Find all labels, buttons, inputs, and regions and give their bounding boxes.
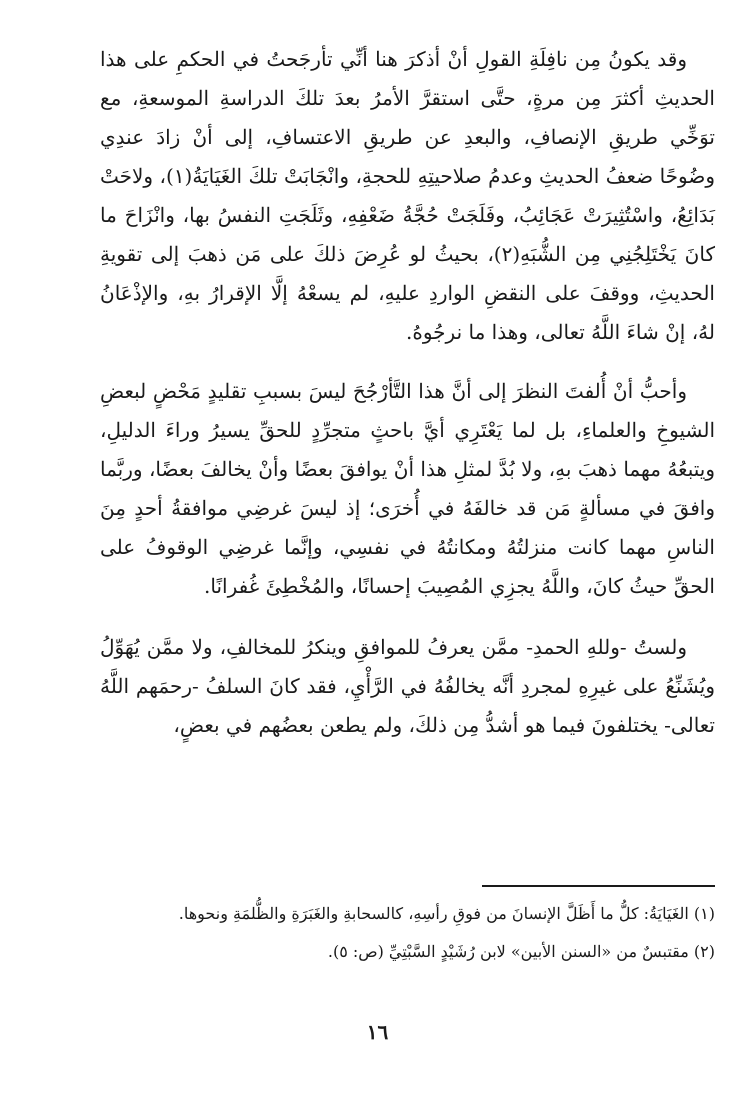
page-number: ١٦ [366, 1020, 389, 1044]
footnote-divider [482, 885, 715, 887]
paragraph-3: ولستُ -وللهِ الحمدِ- ممَّن يعرفُ للموافقِ وينكرُ للمخالفِ، ولا ممَّن يُهَوِّلُ ويُشَنِّعُ على غيرِهِ لمجردِ أنَّه يخالفُهُ في الرَّأْيِ، فقد كانَ السلفُ -رحمَهم اللَّهُ تعالى- يختلفونَ فيما هو أشدُّ مِن ذلكَ، ولم يطعن بعضُهم في بعضٍ، [100, 635, 715, 737]
footnotes [100, 898, 715, 974]
footnote-2: (٢) مقتبسٌ من «السنن الأبين» لابن رُشَيْدٍ السَّبْتِيِّ (ص: ٥). [327, 942, 715, 961]
paragraph-1: وقد يكونُ مِن نافِلَةِ القولِ أنْ أذكرَ هنا أنِّي تأرجَحتُ في الحكمِ على هذا الحديثِ أكثرَ مِن مرةٍ، حتَّى استقرَّ الأمرُ بعدَ تلكَ الدراسةِ الموسعةِ، مع توَخِّي طريقِ الإنصافِ، والبعدِ عن طريقِ الاعتسافِ، إلى أنْ زادَ عندِي وضُوحًا ضعفُ الحديثِ وعدمُ صلاحيتِهِ للحجةِ، وانْجَابَتْ تلكَ الغَيَايَةُ(١)، ولاحَتْ بَدَائِعُ، واسْتُثِيرَتْ عَجَائِبُ، وفَلَجَتْ حُجَّةُ ضَعْفِهِ، وثَلَجَتِ النفسُ بها، وانْزَاحَ ما كانَ يَخْتَلِجُنِي مِن الشُّبَهِ(٢)، بحيثُ لو عُرِضَ ذلكَ على مَن ذهبَ إلى تقويةِ الحديثِ، ووقفَ على النقضِ الواردِ عليهِ، لم يسعْهُ إلَّا الإقرارُ بهِ، والإذْعَانُ لهُ، إنْ شاءَ اللَّهُ تعالى، وهذا ما نرجُوهُ. [100, 47, 715, 344]
main-text [100, 40, 715, 767]
footnote-1: (١) الغَيَايَةُ: كلُّ ما أَظَلَّ الإنسانَ من فوقِ رأسِهِ، كالسحابةِ والغَبَرَةِ والظُّلمَةِ ونحوها. [178, 904, 715, 923]
paragraph-2: وأحبُّ أنْ أُلفتَ النظرَ إلى أنَّ هذا التَّأرْجُحَ ليسَ بسببِ تقليدٍ مَحْضٍ لبعضِ الشيوخِ والعلماءِ، بل لما يَعْتَرِي أيَّ باحثٍ متجرِّدٍ للحقِّ يسيرُ وراءَ الدليلِ، ويتبعُهُ مهما ذهبَ بهِ، ولا بُدَّ لمثلِ هذا أنْ يوافقَ بعضًا وأنْ يخالفَ بعضًا، وربَّما وافقَ في مسألةٍ مَن قد خالفَهُ في أُخرَى؛ إذ ليسَ غرضِي موافقةُ أحدٍ مِنَ الناسِ مهما كانت منزلتُهُ ومكانتُهُ في نفسِي، وإنَّما غرضِي الوقوفُ على الحقِّ حيثُ كانَ، واللَّهُ يجزِي المُصِيبَ إحسانًا، والمُخْطِئَ غُفرانًا. [100, 379, 715, 598]
